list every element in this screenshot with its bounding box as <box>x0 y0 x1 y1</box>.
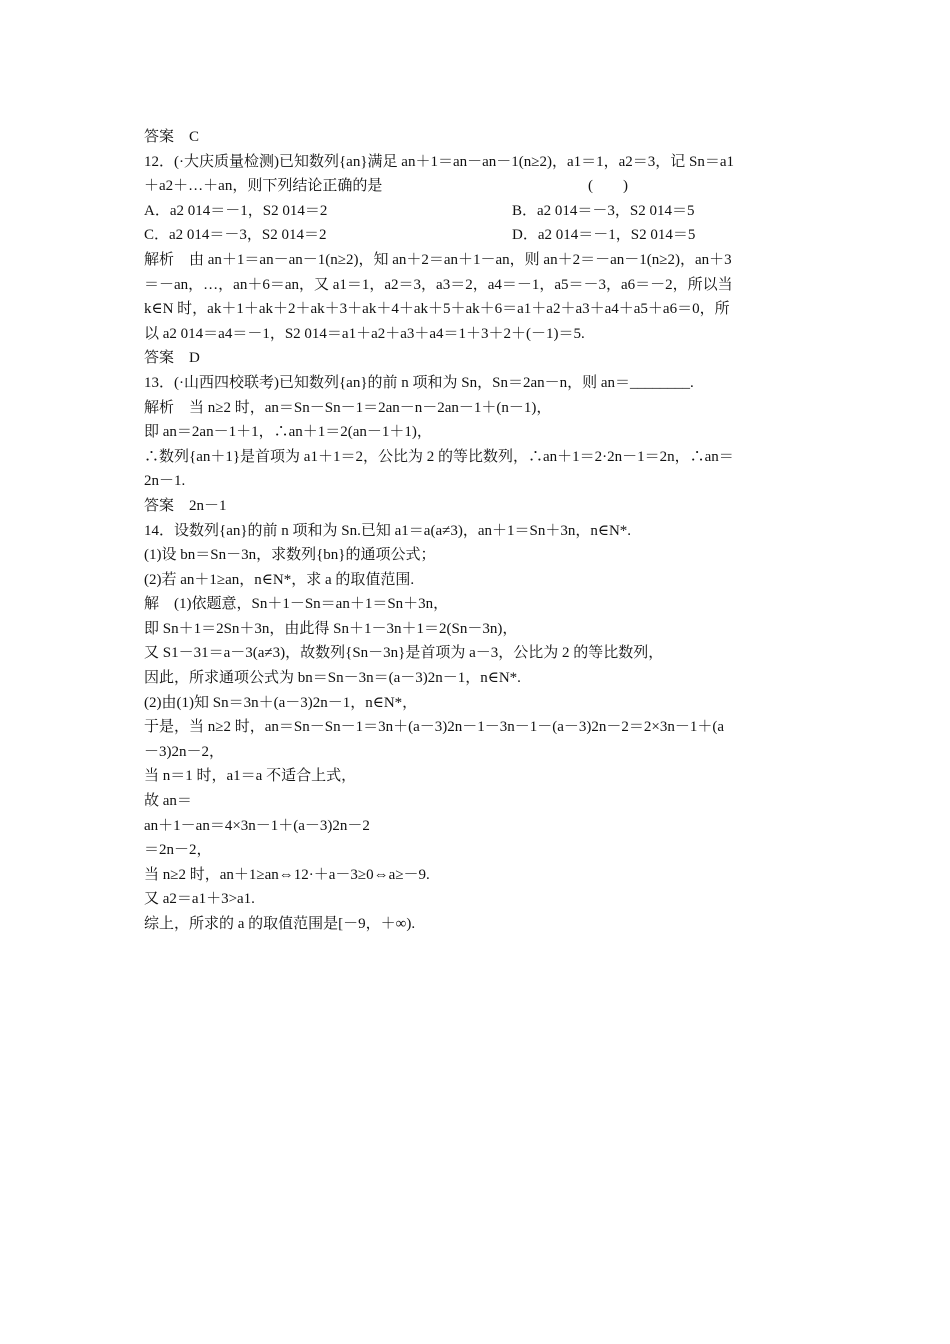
answer-12: 答案 D <box>144 350 200 367</box>
solution-13-line: 解析 当 n≥2 时，an＝Sn－Sn－1＝2an－n－2an－1＋(n－1)， <box>144 399 552 416</box>
solution-13-line: 即 an＝2an－1＋1，∴an＋1＝2(an－1＋1)， <box>144 424 432 441</box>
option-a: A．a2 014＝－1，S2 014＝2 <box>144 202 328 219</box>
options-row-2 <box>144 223 810 248</box>
problem-14-stem: 14．设数列{an}的前 n 项和为 Sn.已知 a1＝a(a≠3)，an＋1＝Sn＋3n，n∈N*. <box>144 522 632 539</box>
solution-13-line: ∴数列{an＋1}是首项为 a1＋1＝2，公比为 2 的等比数列，∴an＋1＝2·2n－1＝2n，∴an＝ <box>144 448 734 465</box>
solution-12-line: 解析 由 an＋1＝an－an－1(n≥2)，知 an＋2＝an＋1－an，则 an＋2＝－an－1(n≥2)，an＋3 <box>144 251 732 268</box>
solution-14-line: 当 n＝1 时，a1＝a 不适合上式， <box>144 768 357 785</box>
solution-14-line: 即 Sn＋1＝2Sn＋3n，由此得 Sn＋1－3n＋1＝2(Sn－3n)， <box>144 620 518 637</box>
solution-14-line: 当 n≥2 时，an＋1≥an⇔12·＋a－3≥0⇔a≥－9. <box>144 866 430 883</box>
solution-12-line: 以 a2 014＝a4＝－1，S2 014＝a1＋a2＋a3＋a4＝1＋3＋2＋(－1)＝5. <box>144 325 585 342</box>
document-page <box>144 125 810 937</box>
solution-14-line: 因此，所求通项公式为 bn＝Sn－3n＝(a－3)2n－1，n∈N*. <box>144 670 521 687</box>
problem-14-part-1: (1)设 bn＝Sn－3n，求数列{bn}的通项公式； <box>144 547 436 564</box>
option-b: B．a2 014＝－3，S2 014＝5 <box>512 202 695 219</box>
problem-13-stem: 13．(·山西四校联考)已知数列{an}的前 n 项和为 Sn，Sn＝2an－n，则 an＝________. <box>144 374 694 391</box>
solution-14-line: 解 (1)依题意，Sn＋1－Sn＝an＋1＝Sn＋3n， <box>144 596 449 613</box>
answer-11: 答案 C <box>144 129 200 145</box>
answer-13: 答案 2n－1 <box>144 497 227 514</box>
option-d: D．a2 014＝－1，S2 014＝5 <box>512 227 696 244</box>
solution-14-line: 于是，当 n≥2 时，an＝Sn－Sn－1＝3n＋(a－3)2n－1－3n－1－(a－3)2n－2＝2×3n－1＋(a <box>144 719 724 736</box>
problem-14-part-2: (2)若 an＋1≥an，n∈N*，求 a 的取值范围. <box>144 571 415 588</box>
problem-12-stem-text: ＋a2＋…＋an，则下列结论正确的是 <box>144 178 383 195</box>
problem-12-stem-cont <box>144 174 810 199</box>
solution-14-line: an＋1－an＝4×3n－1＋(a－3)2n－2 <box>144 817 370 834</box>
solution-14-line: 又 S1－31＝a－3(a≠3)，故数列{Sn－3n}是首项为 a－3，公比为 2 的等比数列， <box>144 645 664 662</box>
solution-14-line: 故 an＝ <box>144 793 192 810</box>
solution-14-line: 又 a2＝a1＋3>a1. <box>144 891 255 908</box>
solution-14-line: (2)由(1)知 Sn＝3n＋(a－3)2n－1，n∈N*， <box>144 694 418 711</box>
solution-13-line: 2n－1. <box>144 473 186 490</box>
option-c: C．a2 014＝－3，S2 014＝2 <box>144 227 327 244</box>
options-row-1 <box>144 199 810 224</box>
problem-12-stem: 12．(·大庆质量检测)已知数列{an}满足 an＋1＝an－an－1(n≥2)，a1＝1，a2＝3，记 Sn＝a1 <box>144 153 735 170</box>
solution-12-line: ＝－an，…，an＋6＝an，又 a1＝1，a2＝3，a3＝2，a4＝－1，a5＝－3，a6＝－2，所以当 <box>144 276 733 293</box>
answer-blank: ( ) <box>588 178 628 195</box>
solution-14-line: －3)2n－2， <box>144 743 224 760</box>
solution-14-conclusion: 综上，所求的 a 的取值范围是[－9，＋∞). <box>144 916 416 932</box>
solution-12-line: k∈N 时，ak＋1＋ak＋2＋ak＋3＋ak＋4＋ak＋5＋ak＋6＝a1＋a2＋a3＋a4＋a5＋a6＝0，所 <box>144 301 730 318</box>
solution-14-line: ＝2n－2， <box>144 842 212 859</box>
